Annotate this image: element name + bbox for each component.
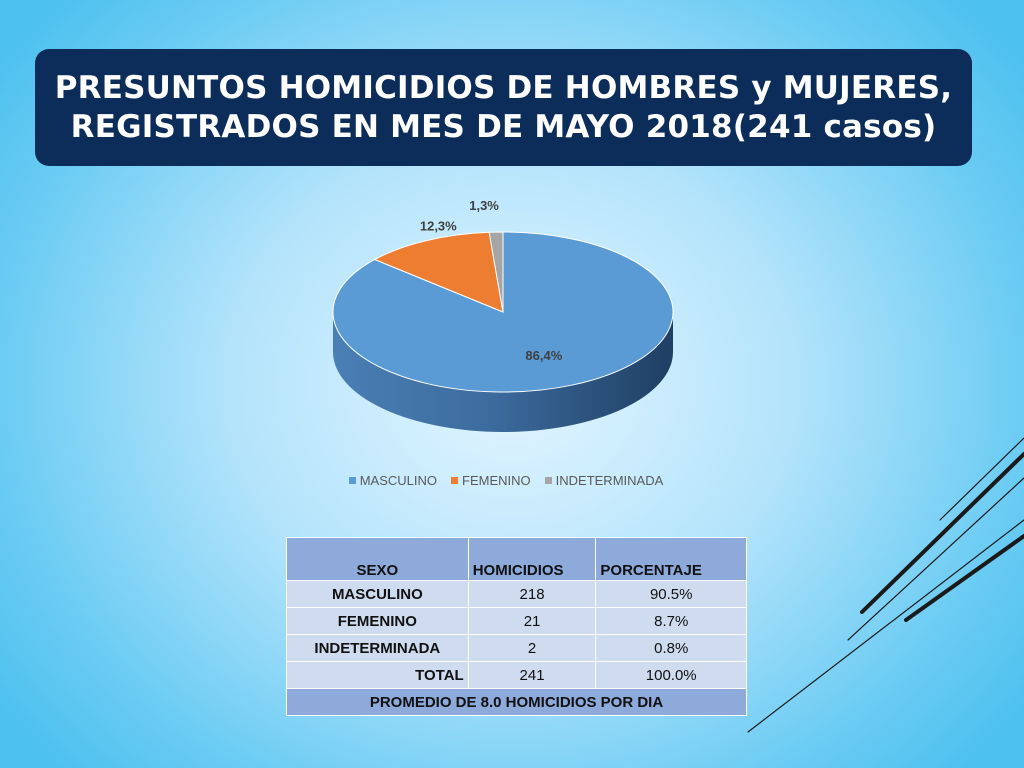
legend-swatch-femenino (451, 477, 458, 484)
cell-porcentaje: 90.5% (596, 581, 747, 608)
cell-homicidios: 21 (468, 608, 596, 635)
title-line-1: PRESUNTOS HOMICIDIOS DE HOMBRES y MUJERES, (54, 69, 953, 106)
header-homicidios: HOMICIDIOS (468, 538, 596, 581)
legend-label-masculino: MASCULINO (359, 473, 438, 488)
title-line-2: REGISTRADOS EN MES DE MAYO 2018(241 casos) (70, 108, 937, 145)
cell-sexo: MASCULINO (287, 581, 469, 608)
legend-swatch-masculino (349, 477, 356, 484)
table-footer: PROMEDIO DE 8.0 HOMICIDIOS POR DIA (287, 689, 747, 716)
legend-label-indeterminada: INDETERMINADA (555, 473, 664, 488)
pie-label-masculino: 86,4% (525, 348, 563, 364)
cell-sexo: INDETERMINADA (287, 635, 469, 662)
legend-item-femenino (451, 473, 531, 488)
table-row (287, 635, 747, 662)
cell-total-porcentaje: 100.0% (596, 662, 747, 689)
cell-homicidios: 218 (468, 581, 596, 608)
table-footer-row (287, 689, 747, 716)
legend-item-masculino (349, 473, 437, 488)
chart-legend (0, 473, 1012, 488)
legend-label-femenino: FEMENINO (462, 473, 531, 488)
table-row (287, 608, 747, 635)
table-total-row (287, 662, 747, 689)
cell-homicidios: 2 (468, 635, 596, 662)
pie-label-femenino: 12,3% (419, 218, 457, 234)
cell-sexo: FEMENINO (287, 608, 469, 635)
pie-label-indeterminada: 1,3% (469, 198, 499, 214)
table-row (287, 581, 747, 608)
cell-total-homicidios: 241 (468, 662, 596, 689)
legend-item-indeterminada (545, 473, 664, 488)
data-table (286, 537, 747, 716)
cell-porcentaje: 8.7% (596, 608, 747, 635)
legend-swatch-indeterminada (545, 477, 552, 484)
cell-porcentaje: 0.8% (596, 635, 747, 662)
header-porcentaje: PORCENTAJE (596, 538, 747, 581)
header-sexo: SEXO (287, 538, 469, 581)
cell-total-label: TOTAL (287, 662, 469, 689)
table-header-row (287, 538, 747, 581)
pie-slices (333, 232, 673, 392)
